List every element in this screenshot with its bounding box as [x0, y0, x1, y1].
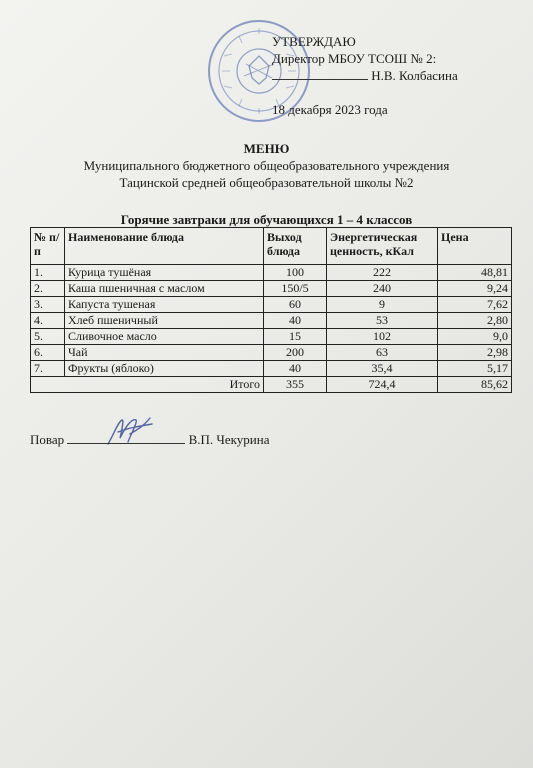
- total-energy: 724,4: [327, 377, 438, 393]
- row-portion: 60: [264, 297, 327, 313]
- row-portion: 100: [264, 265, 327, 281]
- row-price: 48,81: [438, 265, 512, 281]
- total-portion: 355: [264, 377, 327, 393]
- row-price: 5,17: [438, 361, 512, 377]
- table-row: [31, 361, 512, 377]
- row-energy: 53: [327, 313, 438, 329]
- table-row: [31, 329, 512, 345]
- row-price: 9,0: [438, 329, 512, 345]
- school-name-line1: Муниципального бюджетного общеобразовательного учреждения: [83, 158, 450, 173]
- row-dish-name: Сливочное масло: [65, 329, 264, 345]
- row-dish-name: Курица тушёная: [65, 265, 264, 281]
- row-energy: 240: [327, 281, 438, 297]
- header-energy: Энергетическая ценность, кКал: [327, 228, 438, 265]
- approval-heading: УТВЕРЖДАЮ: [272, 34, 356, 49]
- row-number: 7.: [31, 361, 65, 377]
- table-row: [31, 281, 512, 297]
- header-dish-name: Наименование блюда: [65, 228, 264, 265]
- document-title: [0, 140, 533, 191]
- meals-heading: Горячие завтраки для обучающихся 1 – 4 классов: [120, 212, 413, 227]
- table-total-row: [31, 377, 512, 393]
- row-energy: 9: [327, 297, 438, 313]
- total-label: Итого: [31, 377, 264, 393]
- row-portion: 200: [264, 345, 327, 361]
- cook-role: Повар: [30, 432, 65, 447]
- row-dish-name: Капуста тушеная: [65, 297, 264, 313]
- table-row: [31, 313, 512, 329]
- row-dish-name: Каша пшеничная с маслом: [65, 281, 264, 297]
- table-row: [31, 297, 512, 313]
- table-row: [31, 345, 512, 361]
- row-energy: 35,4: [327, 361, 438, 377]
- row-price: 2,98: [438, 345, 512, 361]
- row-dish-name: Хлеб пшеничный: [65, 313, 264, 329]
- row-energy: 63: [327, 345, 438, 361]
- row-portion: 40: [264, 313, 327, 329]
- approval-blank-line: [272, 79, 368, 80]
- row-number: 5.: [31, 329, 65, 345]
- approval-position: Директор МБОУ ТСОШ № 2:: [272, 51, 437, 66]
- row-number: 2.: [31, 281, 65, 297]
- row-price: 9,24: [438, 281, 512, 297]
- cook-name: В.П. Чекурина: [188, 432, 270, 447]
- table-header-row: [31, 228, 512, 265]
- row-price: 2,80: [438, 313, 512, 329]
- table-row: [31, 265, 512, 281]
- row-number: 3.: [31, 297, 65, 313]
- row-dish-name: Фрукты (яблоко): [65, 361, 264, 377]
- row-portion: 150/5: [264, 281, 327, 297]
- row-portion: 40: [264, 361, 327, 377]
- total-price: 85,62: [438, 377, 512, 393]
- header-number: № п/п: [31, 228, 65, 265]
- row-number: 6.: [31, 345, 65, 361]
- row-energy: 222: [327, 265, 438, 281]
- approval-date: 18 декабря 2023 года: [272, 102, 388, 117]
- row-portion: 15: [264, 329, 327, 345]
- school-name-line2: Тацинской средней общеобразовательной школы №2: [119, 175, 414, 190]
- row-energy: 102: [327, 329, 438, 345]
- menu-table: [30, 227, 512, 393]
- row-price: 7,62: [438, 297, 512, 313]
- header-portion: Выход блюда: [264, 228, 327, 265]
- row-dish-name: Чай: [65, 345, 264, 361]
- cook-signature-line: [30, 432, 269, 448]
- director-name: Н.В. Колбасина: [371, 68, 458, 83]
- approval-signature-line: [272, 67, 458, 84]
- approval-block: [272, 33, 458, 118]
- row-number: 1.: [31, 265, 65, 281]
- row-number: 4.: [31, 313, 65, 329]
- header-price: Цена: [438, 228, 512, 265]
- cook-signature-blank: [67, 443, 185, 444]
- menu-heading: МЕНЮ: [243, 141, 290, 156]
